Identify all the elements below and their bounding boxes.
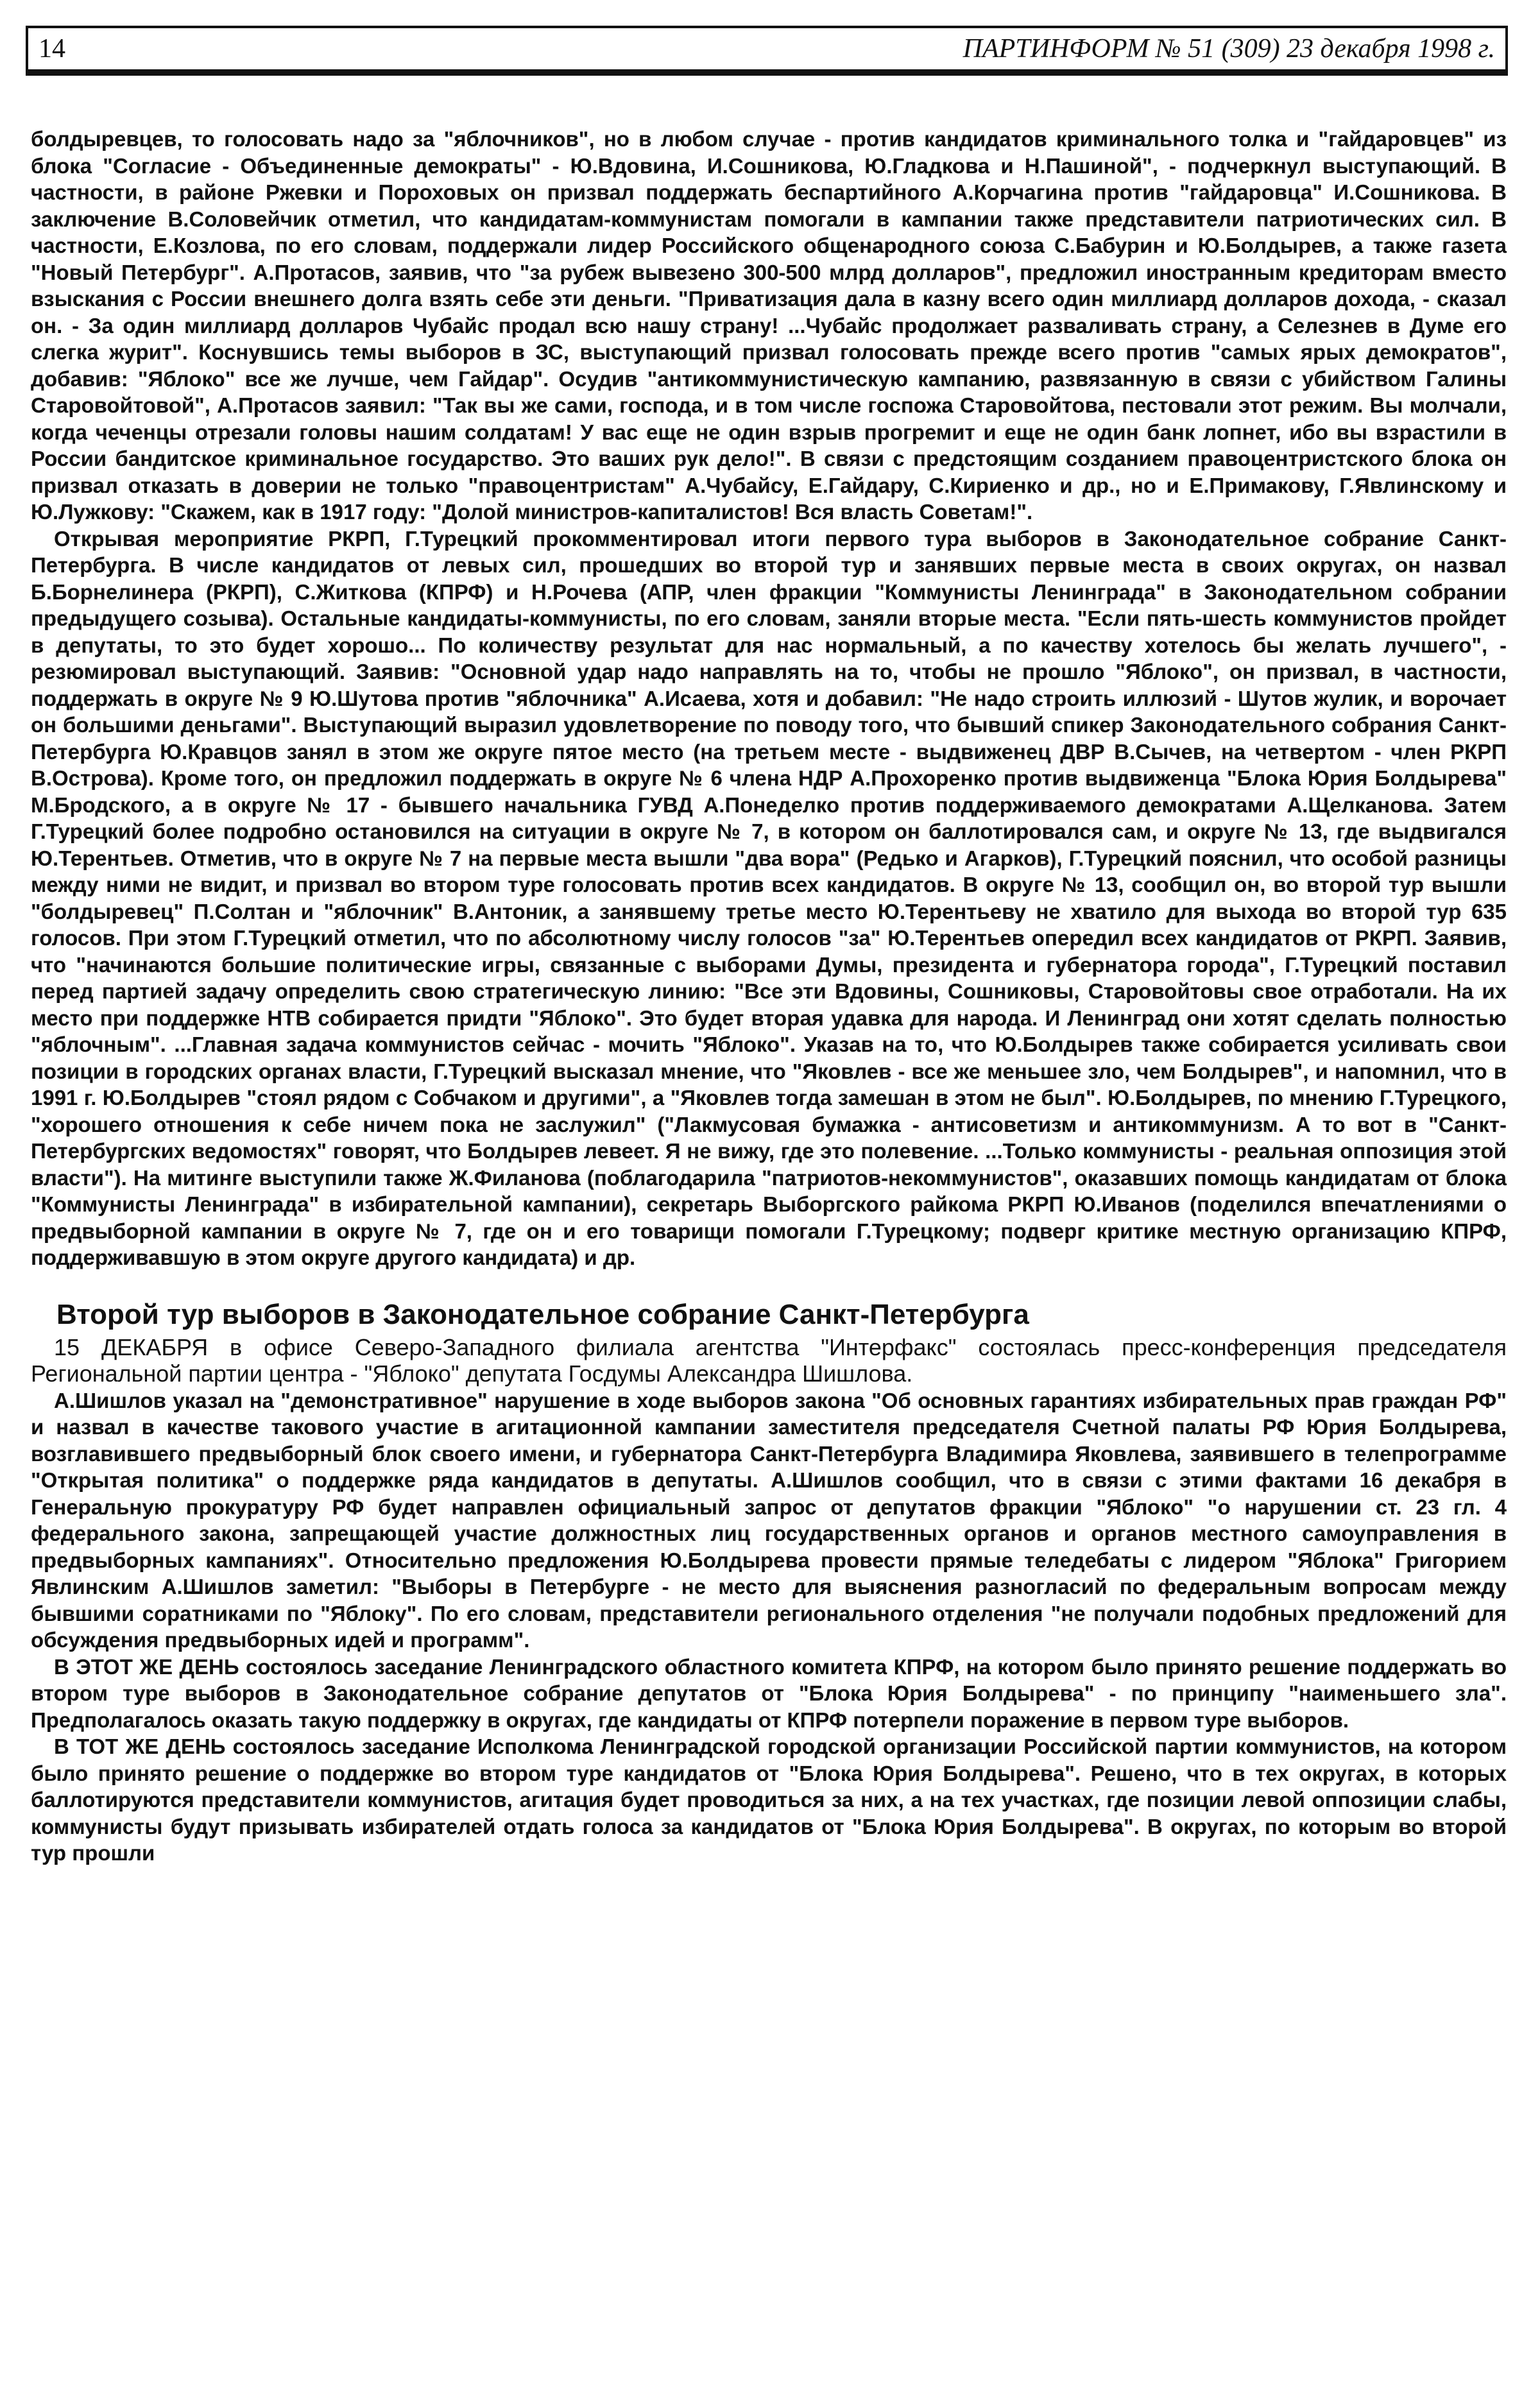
article-body bbox=[31, 126, 1507, 1867]
section-lead: 15 ДЕКАБРЯ в офисе Северо-Западного филиала агентства "Интерфакс" состоялась пресс-конференция председателя Региональной партии центра - "Яблоко" депутата Госдумы Александра Шишлова. bbox=[31, 1333, 1507, 1387]
header-rule bbox=[26, 72, 1508, 76]
section-heading: Второй тур выборов в Законодательное собрание Санкт-Петербурга bbox=[56, 1298, 1029, 1330]
section-paragraph-2: В ЭТОТ ЖЕ ДЕНЬ состоялось заседание Ленинградского областного комитета КПРФ, на котором было принято решение поддержать во втором туре выборов в Законодательное собрание депутатов от "Блока Юрия Болдырева" - по принципу "наименьшего зла". Предполагалось оказать такую поддержку в округах, где кандидаты от КПРФ потерпели поражение в первом туре выборов. bbox=[31, 1654, 1507, 1732]
section-paragraph-3: В ТОТ ЖЕ ДЕНЬ состоялось заседание Исполкома Ленинградской городской организации Российской партии коммунистов, на котором было принято решение о поддержке во втором туре кандидатов от "Блока Юрия Болдырева". Решено, что в тех округах, в которых баллотируются представители коммунистов, агитация будет проводиться за них, а на тех участках, где позиции левой оппозиции слабы, коммунисты будут призывать избирателей отдать голоса за кандидатов от "Блока Юрия Болдырева". В округах, по которым во второй тур прошли bbox=[31, 1735, 1507, 1865]
article-paragraph-1: болдыревцев, то голосовать надо за "яблочников", но в любом случае - против кандидатов криминального толка и "гайдаровцев" из блока "Согласие - Объединенные демократы" - Ю.Вдовина, И.Сошникова, Ю.Гладкова и Н.Пашиной", - подчеркнул выступающий. В частности, в районе Ржевки и Пороховых он призвал поддержать беспартийного А.Корчагина против "гайдаровца" И.Сошникова. В заключение В.Соловейчик отметил, что кандидатам-коммунистам помогали в кампании также представители патриотических сил. В частности, Е.Козлова, по его словам, поддержали лидер Российского общенародного союза С.Бабурин и Ю.Болдырев, а также газета "Новый Петербург". А.Протасов, заявив, что "за рубеж вывезено 300-500 млрд долларов", предложил иностранным кредиторам вместо взыскания с России внешнего долга взять себе эти деньги. "Приватизация дала в казну всего один миллиард долларов дохода, - сказал он. - За один миллиард долларов Чубайс продал всю нашу страну! ...Чубайс продолжает разваливать страну, а Селезнев в Думе его слегка журит". Коснувшись темы выборов в ЗС, выступающий призвал голосовать прежде всего против "самых ярых демократов", добавив: "Яблоко" все же лучше, чем Гайдар". Осудив "антикоммунистическую кампанию, развязанную в связи с убийством Галины Старовойтовой", А.Протасов заявил: "Так вы же сами, господа, и в том числе госпожа Старовойтова, пестовали этот режим. Вы молчали, когда чеченцы отрезали головы нашим солдатам! У вас еще не один взрыв прогремит и еще не один банк лопнет, ибо вы взрастили в России бандитское криминальное государство. Это ваших рук дело!". В связи с предстоящим созданием правоцентристского блока он призвал отказать в доверии не только "правоцентристам" А.Чубайсу, Е.Гайдару, С.Кириенко и др., но и Е.Примакову, Г.Явлинскому и Ю.Лужкову: "Скажем, как в 1917 году: "Долой министров-капиталистов! Вся власть Советам!". bbox=[31, 127, 1507, 524]
publication-title: ПАРТИНФОРМ № 51 (309) 23 декабря 1998 г. bbox=[963, 34, 1495, 64]
article-paragraph-2: Открывая мероприятие РКРП, Г.Турецкий прокомментировал итоги первого тура выборов в Законодательное собрание Санкт-Петербурга. В числе кандидатов от левых сил, прошедших во второй тур и занявших первые места в своих округах, он назвал Б.Борнелинера (РКРП), С.Житкова (КПРФ) и Н.Рочева (АПР, член фракции "Коммунисты Ленинграда" в Законодательном собрании предыдущего созыва). Остальные кандидаты-коммунисты, по его словам, заняли вторые места. "Если пять-шесть коммунистов пройдет в депутаты, то это будет хорошо... По количеству результат для нас нормальный, а по качеству хотелось бы желать лучшего", - резюмировал выступающий. Заявив: "Основной удар надо направлять на то, чтобы не прошло "Яблоко", он призвал, в частности, поддержать в округе № 9 Ю.Шутова против "яблочника" А.Исаева, хотя и добавил: "Не надо строить иллюзий - Шутов жулик, и ворочает он большими деньгами". Выступающий выразил удовлетворение по поводу того, что бывший спикер Законодательного собрания Санкт-Петербурга Ю.Кравцов занял в этом же округе пятое место (на третьем месте - выдвиженец ДВР В.Сычев, на четвертом - член РКРП В.Острова). Кроме того, он предложил поддержать в округе № 6 члена НДР А.Прохоренко против выдвиженца "Блока Юрия Болдырева" М.Бродского, а в округе № 17 - бывшего начальника ГУВД А.Понеделко против поддерживаемого демократами А.Щелканова. Затем Г.Турецкий более подробно остановился на ситуации в округе № 7, в котором он баллотировался сам, и округе № 13, где выдвигался Ю.Терентьев. Отметив, что в округе № 7 на первые места вышли "два вора" (Редько и Агарков), Г.Турецкий пояснил, что особой разницы между ними не видит, и призвал во втором туре голосовать против всех кандидатов. В округе № 13, сообщил он, во второй тур вышли "болдыревец" П.Солтан и "яблочник" В.Антоник, а занявшему третье место Ю.Терентьеву не хватило для выхода во второй тур 635 голосов. При этом Г.Турецкий отметил, что по абсолютному числу голосов "за" Ю.Терентьев опередил всех кандидатов от РКРП. Заявив, что "начинаются большие политические игры, связанные с выборами Думы, президента и губернатора города", Г.Турецкий поставил перед партией задачу определить свою стратегическую линию: "Все эти Вдовины, Сошниковы, Старовойтовы свое отработали. На их место при поддержке НТВ собирается придти "Яблоко". Это будет вторая удавка для народа. И Ленинград они хотят сделать полностью "яблочным". ...Главная задача коммунистов сейчас - мочить "Яблоко". Указав на то, что Ю.Болдырев также собирается усиливать свои позиции в городских органах власти, Г.Турецкий высказал мнение, что "Яковлев - все же меньшее зло, чем Болдырев", и напомнил, что в 1991 г. Ю.Болдырев "стоял рядом с Собчаком и другими", а "Яковлев тогда замешан в этом не был". Ю.Болдырев, по мнению Г.Турецкого, "хорошего отношения к себе ничем пока не заслужил" ("Лакмусовая бумажка - антисоветизм и антикоммунизм. А то вот в "Санкт-Петербургских ведомостях" говорят, что Болдырев левеет. Я не вижу, где это полевение. ...Только коммунисты - реальная оппозиция этой власти"). На митинге выступили также Ж.Филанова (поблагодарила "патриотов-некоммунистов", оказавших помощь кандидатам от блока "Коммунисты Ленинграда" в избирательной кампании), секретарь Выборгского райкома РКРП Ю.Иванов (поделился впечатлениями о предвыборной кампании в округе № 7, где он и его товарищи помогали Г.Турецкому; подверг критике местную организацию КПРФ, поддерживавшую в этом округе другого кандидата) и др. bbox=[31, 526, 1507, 1269]
page-header bbox=[26, 26, 1508, 72]
section-paragraph-1: А.Шишлов указал на "демонстративное" нарушение в ходе выборов закона "Об основных гарантиях избирательных прав граждан РФ" и назвал в качестве такового участие в агитационной кампании заместителя председателя Счетной палаты РФ Юрия Болдырева, возглавившего предвыборный блок своего имени, и губернатора Санкт-Петербурга Владимира Яковлева, заявившего в телепрограмме "Открытая политика" о поддержке ряда кандидатов в депутаты. А.Шишлов сообщил, что в связи с этими фактами 16 декабря в Генеральную прокуратуру РФ будет направлен официальный запрос от депутатов фракции "Яблоко" "о нарушении ст. 23 гл. 4 федерального закона, запрещающей участие должностных лиц государственных органов и органов местного самоуправления в предвыборных кампаниях". Относительно предложения Ю.Болдырева провести прямые теледебаты с лидером "Яблока" Григорием Явлинским А.Шишлов заметил: "Выборы в Петербурге - не место для выяснения разногласий по федеральным вопросам между бывшими соратниками по "Яблоку". По его словам, представители регионального отделения "не получали подобных предложений для обсуждения предвыборных идей и программ". bbox=[31, 1388, 1507, 1652]
page-number: 14 bbox=[38, 34, 65, 64]
